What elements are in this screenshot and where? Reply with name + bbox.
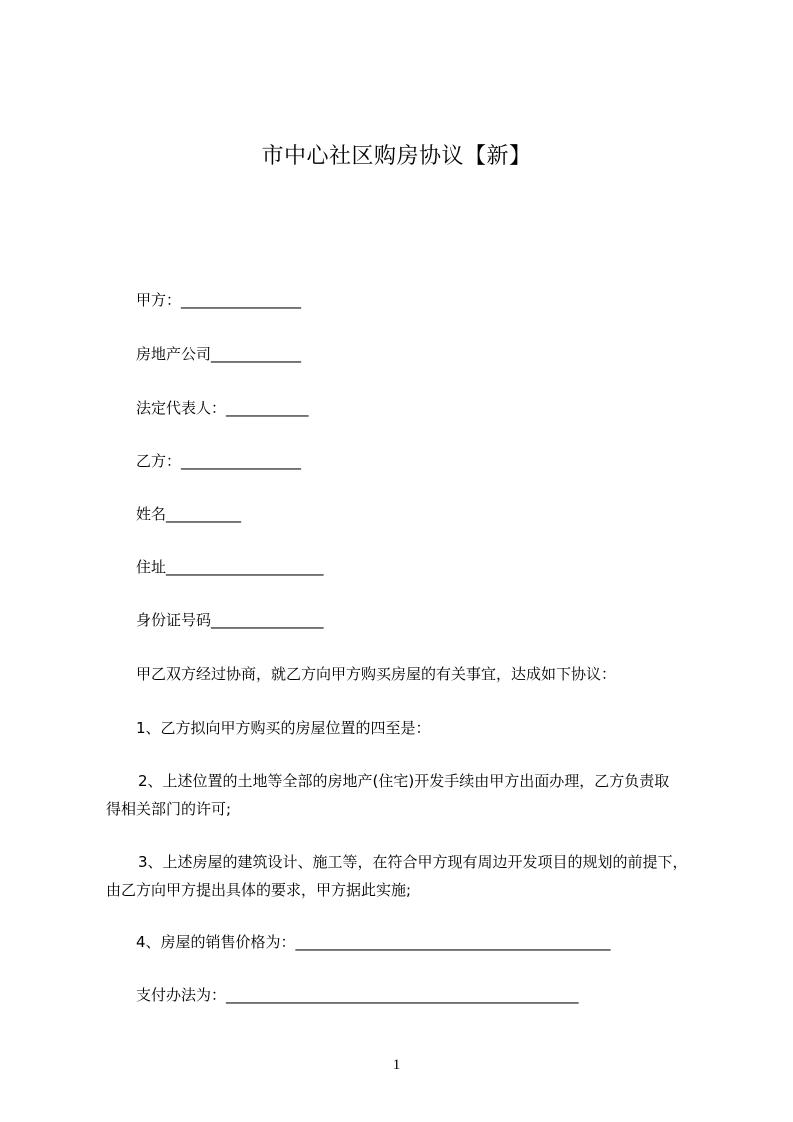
party-b-field: 乙方：________________ bbox=[136, 452, 302, 470]
page-title: 市中心社区购房协议【新】 bbox=[261, 144, 532, 169]
clause-2-line-2: 得相关部门的许可; bbox=[106, 800, 232, 818]
address-field: 住址_____________________ bbox=[136, 558, 324, 576]
clause-3-line-1: 3、上述房屋的建筑设计、施工等，在符合甲方现有周边开发项目的规划的前提下， bbox=[138, 853, 688, 871]
id-number-field: 身份证号码_______________ bbox=[136, 611, 324, 629]
name-field: 姓名__________ bbox=[136, 505, 242, 523]
legal-rep-field: 法定代表人：___________ bbox=[136, 399, 309, 417]
clause-4-price: 4、房屋的销售价格为：__________________________________________ bbox=[136, 933, 611, 951]
clause-2-line-1: 2、上述位置的土地等全部的房地产(住宅)开发手续由甲方出面办理，乙方负责取 bbox=[138, 772, 670, 790]
page-number: 1 bbox=[392, 1057, 401, 1073]
company-field: 房地产公司____________ bbox=[136, 345, 302, 363]
payment-method: 支付办法为：_______________________________________________ bbox=[136, 986, 579, 1004]
clause-1: 1、乙方拟向甲方购买的房屋位置的四至是： bbox=[136, 719, 431, 737]
clause-3-line-2: 由乙方向甲方提出具体的要求，甲方据此实施; bbox=[106, 881, 412, 899]
party-a-field: 甲方：________________ bbox=[136, 291, 302, 309]
agreement-intro: 甲乙双方经过协商，就乙方向甲方购买房屋的有关事宜，达成如下协议： bbox=[136, 665, 617, 683]
